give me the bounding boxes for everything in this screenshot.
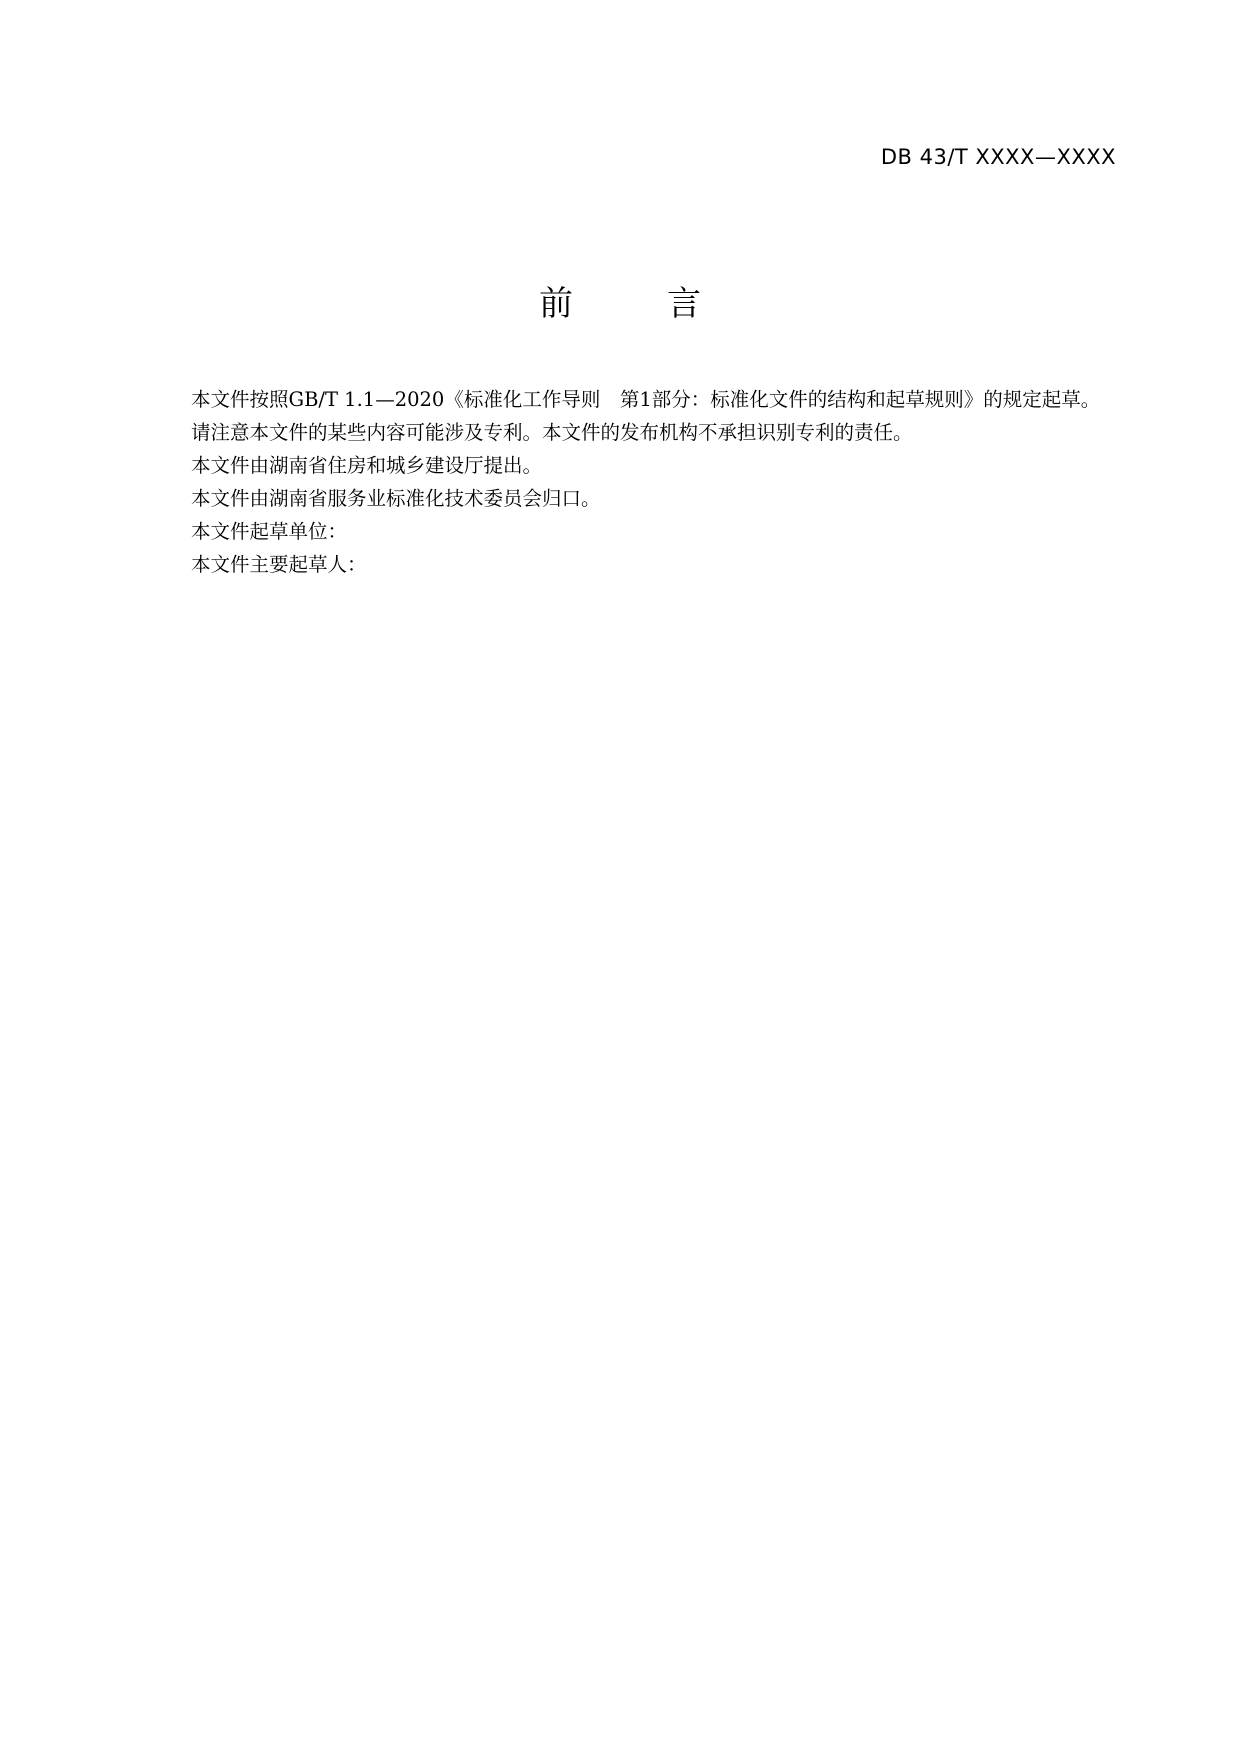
paragraph-drafting-rules: 本文件按照GB/T 1.1—2020《标准化工作导则 第1部分：标准化文件的结构和起草规则》的规定起草。 <box>191 388 1101 411</box>
foreword-body <box>148 383 1116 581</box>
paragraph-proposer: 本文件由湖南省住房和城乡建设厅提出。 <box>191 454 543 477</box>
paragraph-patent-notice: 请注意本文件的某些内容可能涉及专利。本文件的发布机构不承担识别专利的责任。 <box>191 421 913 444</box>
foreword-title: 前 言 <box>539 284 731 324</box>
paragraph-technical-committee: 本文件由湖南省服务业标准化技术委员会归口。 <box>191 487 601 510</box>
paragraph-drafting-units: 本文件起草单位： <box>191 520 348 543</box>
standard-code: DB 43/T XXXX—XXXX <box>880 145 1116 169</box>
paragraph-main-drafters: 本文件主要起草人： <box>191 553 367 576</box>
